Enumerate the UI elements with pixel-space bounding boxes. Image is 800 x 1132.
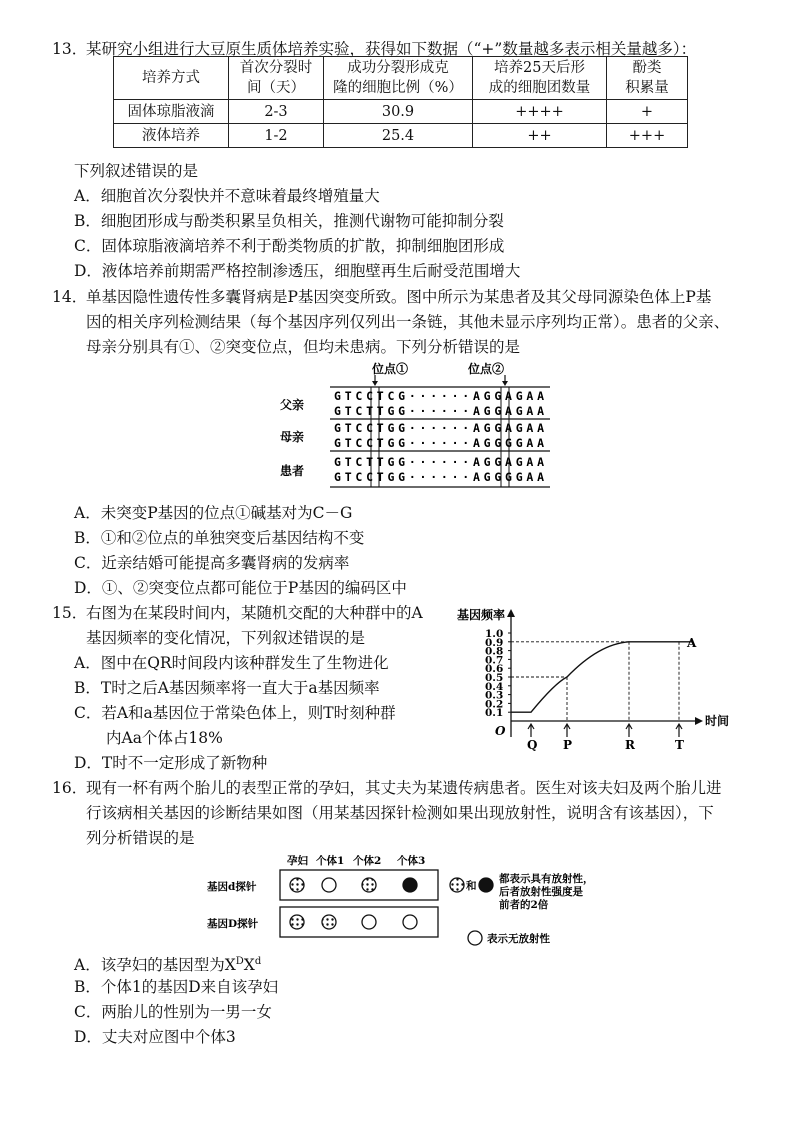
table-cell: +: [607, 100, 688, 124]
y-axis-label: 基因频率: [457, 608, 506, 622]
empty-spot: [403, 915, 417, 929]
question-14-stem-line: 母亲分别具有①、②突变位点，但均未患病。下列分析错误的是: [86, 338, 521, 356]
empty-spot: [362, 915, 376, 929]
table-cell: +++: [607, 124, 688, 148]
question-16-stem-line: 行该病相关基因的诊断结果如图（用某基因探针检测如果出现放射性，说明含有该基因），下: [86, 804, 714, 822]
question-15-number: 15．: [52, 604, 88, 622]
legend-text: 后者放射性强度是: [499, 886, 583, 898]
question-15-stem-line: 右图为在某段时间内，某随机交配的大种群中的A: [86, 604, 423, 622]
question-15-stem-line: 基因频率的变化情况，下列叙述错误的是: [86, 629, 366, 647]
y-tick-label: 0.6: [485, 663, 504, 676]
y-tick-label: 0.2: [485, 698, 504, 711]
legend-text: 都表示具有放射性，: [499, 873, 594, 885]
y-tick-label: 0.4: [485, 680, 504, 693]
table-header-cell: 酚类 积累量: [607, 57, 688, 100]
legend-text: 前者的2倍: [499, 899, 549, 911]
option-b: B．个体1的基因D来自该孕妇: [74, 978, 279, 996]
mother-label: 母亲: [280, 430, 305, 444]
table-row: [114, 124, 688, 148]
x-tick-label: P: [563, 738, 573, 752]
option-c: C．近亲结婚可能提高多囊肾病的发病率: [74, 554, 350, 572]
option-a: A．未突变P基因的位点①碱基对为C－G: [74, 504, 353, 522]
table-cell: 液体培养: [114, 124, 229, 148]
site-1-arrowhead: [372, 381, 378, 386]
question-13-prompt: 下列叙述错误的是: [74, 162, 199, 180]
y-tick-label: 1.0: [485, 628, 504, 640]
row-label-D-probe: 基因D探针: [207, 918, 259, 930]
question-16-stem-line: 现有一杯有两个胎儿的表型正常的孕妇，其丈夫为某遗传病患者。医生对该夫妇及两个胎儿进: [86, 779, 722, 797]
y-tick-label: 0.9: [485, 636, 504, 649]
table-row: [114, 100, 688, 124]
x-tick-arrow: [564, 724, 570, 737]
legend-dotted-spot: [450, 878, 464, 892]
question-13-stem: 某研究小组进行大豆原生质体培养实验，获得如下数据（“+”数量越多表示相关量越多）：: [86, 40, 697, 58]
y-tick-label: 0.5: [485, 672, 504, 684]
question-14-number: 14．: [52, 288, 88, 306]
question-13-table: [113, 56, 688, 148]
dotted-spot: [290, 878, 304, 892]
legend-dark-spot: [479, 878, 493, 892]
question-14-stem-line: 单基因隐性遗传性多囊肾病是P基因突变所致。图中所示为某患者及其父母同源染色体上P基: [86, 288, 712, 306]
y-tick-label: 0.1: [485, 707, 504, 720]
probe-figure: [205, 852, 605, 952]
table-cell: 固体琼脂液滴: [114, 100, 229, 124]
table-header-cell: 培养25天后形 成的细胞团数量: [473, 57, 607, 100]
table-cell: 25.4: [324, 124, 473, 148]
table-header-cell: 首次分裂时 间（天）: [229, 57, 324, 100]
table-header-cell: 成功分裂形成克 隆的细胞比例（%）: [324, 57, 473, 100]
x-tick-label: Q: [527, 738, 538, 752]
option-d: D．液体培养前期需严格控制渗透压，细胞壁再生后耐受范围增大: [74, 262, 521, 280]
dark-spot: [403, 878, 417, 892]
table-cell: ++++: [473, 100, 607, 124]
y-axis-arrowhead: [507, 609, 515, 617]
table-cell: 1-2: [229, 124, 324, 148]
sequence-strand: GTCCTCG······AGGAGAA: [334, 389, 544, 403]
option-b: B．①和②位点的单独突变后基因结构不变: [74, 529, 365, 547]
empty-spot: [322, 878, 336, 892]
option-a: A．该孕妇的基因型为$X^DX^d$: [74, 956, 262, 975]
column-label: 个体3: [397, 855, 426, 867]
column-label: 个体2: [353, 855, 382, 867]
x-axis-label: 时间: [705, 714, 730, 728]
dotted-spot: [290, 915, 304, 929]
option-c: C．若A和a基因位于常染色体上，则T时刻种群: [74, 704, 396, 722]
option-c-continued: 内Aa个体占18%: [106, 729, 223, 747]
site-2-label: 位点②: [468, 362, 505, 376]
site-1-label: 位点①: [372, 362, 409, 376]
sequence-strand: GTCCTGG······AGGAGAA: [334, 421, 544, 435]
sequence-figure: [280, 360, 560, 492]
option-a: A．细胞首次分裂快并不意味着最终增殖量大: [74, 187, 380, 205]
series-label-a: A: [687, 635, 697, 650]
x-tick-arrow: [676, 724, 682, 737]
option-d: D．T时不一定形成了新物种: [74, 754, 268, 772]
option-b: B．T时之后A基因频率将一直大于a基因频率: [74, 679, 380, 697]
origin-label: O: [495, 724, 506, 738]
y-tick-label: 0.8: [485, 645, 504, 658]
option-b: B．细胞团形成与酚类积累呈负相关，推测代谢物可能抑制分裂: [74, 212, 504, 230]
table-cell: 2-3: [229, 100, 324, 124]
x-axis-arrowhead: [695, 717, 703, 725]
legend-empty-spot: [468, 931, 482, 945]
table-header-cell: 培养方式: [114, 57, 229, 100]
sequence-strand: GTCCTGG······AGGGGAA: [334, 470, 544, 484]
question-13-number: 13．: [52, 40, 88, 58]
y-tick-label: 0.3: [485, 689, 504, 702]
option-d: D．①、②突变位点都可能位于P基因的编码区中: [74, 579, 407, 597]
option-d: D．丈夫对应图中个体3: [74, 1028, 236, 1046]
question-16-stem-line: 列分析错误的是: [86, 829, 195, 847]
x-tick-label: R: [625, 738, 635, 752]
option-a: A．图中在QR时间段内该种群发生了生物进化: [74, 654, 389, 672]
question-16-number: 16．: [52, 779, 88, 797]
sequence-strand: GTCTTGG······AGGAGAA: [334, 455, 544, 469]
legend-text: 表示无放射性: [487, 933, 550, 945]
table-cell: 30.9: [324, 100, 473, 124]
dotted-spot: [362, 878, 376, 892]
x-tick-arrow: [626, 724, 632, 737]
y-tick-label: 0.7: [485, 654, 504, 667]
row-label-d-probe: 基因d探针: [207, 881, 257, 893]
dotted-spot: [322, 915, 336, 929]
site-2-arrowhead: [502, 381, 508, 386]
gene-frequency-chart: [455, 605, 745, 755]
table-header-row: [114, 57, 688, 100]
option-c: C．两胎儿的性别为一男一女: [74, 1003, 272, 1021]
question-14-stem-line: 因的相关序列检测结果（每个基因序列仅列出一条链，其他未显示序列均正常）。患者的父亲、: [86, 313, 730, 331]
sequence-strand: GTCCTGG······AGGGGAA: [334, 436, 544, 450]
patient-label: 患者: [280, 464, 305, 478]
x-tick-label: T: [675, 738, 684, 752]
legend-and: 和: [466, 880, 477, 892]
option-c: C．固体琼脂液滴培养不利于酚类物质的扩散，抑制细胞团形成: [74, 237, 505, 255]
table-cell: ++: [473, 124, 607, 148]
father-label: 父亲: [280, 398, 305, 412]
column-label: 个体1: [316, 855, 345, 867]
column-label: 孕妇: [287, 855, 308, 867]
tick-group: [485, 628, 684, 752]
x-tick-arrow: [528, 724, 534, 737]
sequence-strand: GTCTTGG······AGGAGAA: [334, 404, 544, 418]
